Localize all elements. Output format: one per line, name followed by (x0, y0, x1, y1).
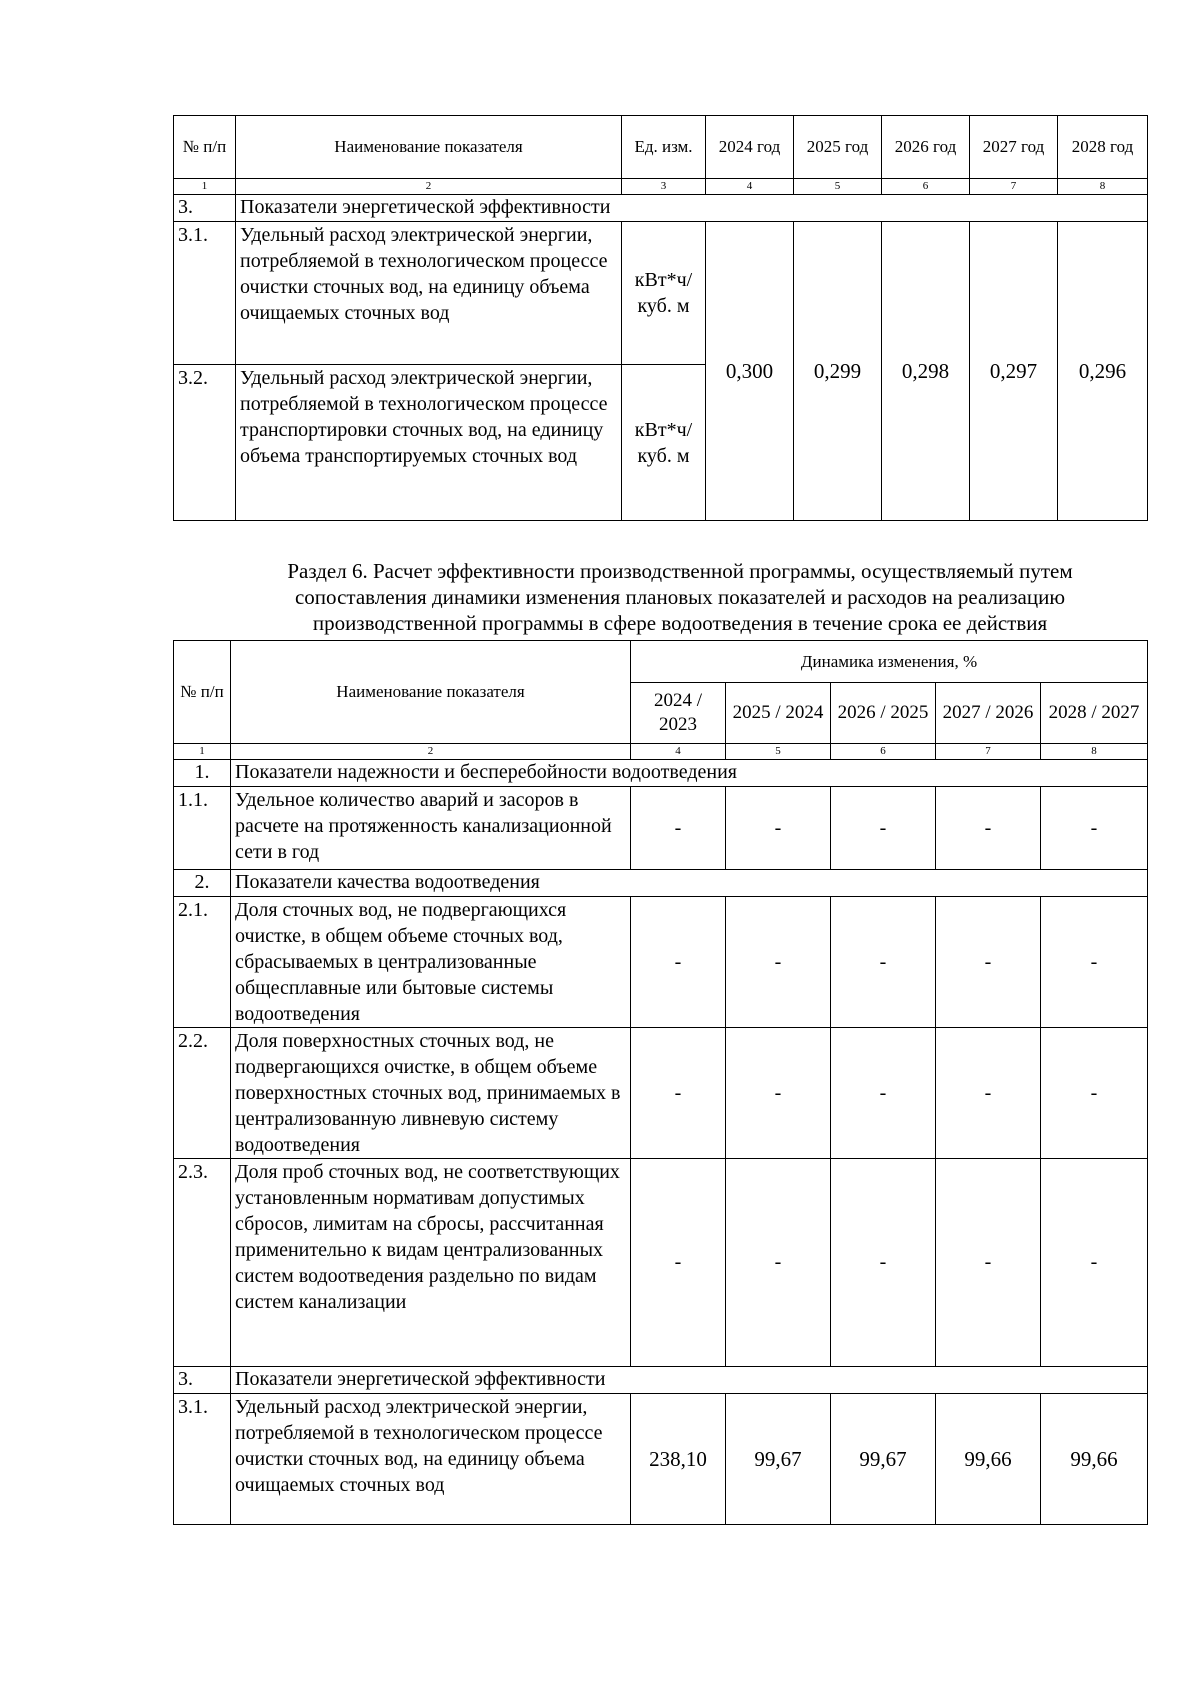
value-cell: 0,299 (794, 222, 882, 521)
value-cell: - (1041, 1028, 1148, 1159)
table-row (174, 1394, 1148, 1525)
section-num: 2. (174, 870, 231, 897)
column-number: 5 (726, 744, 831, 760)
value-cell: 238,10 (631, 1394, 726, 1525)
section-title: Показатели энергетической эффективности (231, 1367, 1148, 1394)
value-cell: - (936, 897, 1041, 1028)
title-line: производственной программы в сфере водоотведения в течение срока ее действия (312, 611, 1048, 635)
header-period: 2026 / 2025 (831, 683, 936, 744)
column-number: 4 (706, 179, 794, 195)
section-title: Показатели качества водоотведения (231, 870, 1148, 897)
value-cell: - (631, 787, 726, 870)
header-year: 2025 год (794, 116, 882, 179)
value-cell: - (936, 1159, 1041, 1367)
row-name: Удельный расход электрической энергии, потребляемой в технологическом процессе транспортировки сточных вод, на единицу объема транспортируемых сточных вод (236, 365, 622, 521)
row-unit: кВт*ч/ куб. м (622, 365, 706, 521)
value-cell: 0,300 (706, 222, 794, 521)
value-cell: - (631, 897, 726, 1028)
header-year: 2026 год (882, 116, 970, 179)
row-name: Удельный расход электрической энергии, потребляемой в технологическом процессе очистки сточных вод, на единицу объема очищаемых сточных вод (231, 1394, 631, 1525)
column-number: 4 (631, 744, 726, 760)
column-number-row (174, 179, 1148, 195)
section-title: Показатели надежности и бесперебойности водоотведения (231, 760, 1148, 787)
header-year: 2027 год (970, 116, 1058, 179)
header-period: 2028 / 2027 (1041, 683, 1148, 744)
value-cell: - (831, 1159, 936, 1367)
efficiency-dynamics-table (173, 640, 1148, 1525)
header-year: 2024 год (706, 116, 794, 179)
section-row (174, 870, 1148, 897)
value-cell: - (631, 1028, 726, 1159)
value-cell: - (936, 1028, 1041, 1159)
table-row (174, 1159, 1148, 1367)
column-number: 3 (622, 179, 706, 195)
column-number: 7 (936, 744, 1041, 760)
value-cell: 99,66 (936, 1394, 1041, 1525)
row-name: Удельный расход электрической энергии, потребляемой в технологическом процессе очистки сточных вод, на единицу объема очищаемых сточных вод (236, 222, 622, 365)
title-line: сопоставления динамики изменения плановых показателей и расходов на реализацию (294, 585, 1066, 609)
section-6-title (190, 558, 1170, 636)
value-cell: 99,67 (831, 1394, 936, 1525)
row-name: Удельное количество аварий и засоров в расчете на протяженность канализационной сети в год (231, 787, 631, 870)
column-number: 6 (831, 744, 936, 760)
column-number: 1 (174, 744, 231, 760)
value-cell: - (1041, 1159, 1148, 1367)
column-number: 6 (882, 179, 970, 195)
row-num: 3.2. (174, 365, 236, 521)
indicators-table (173, 115, 1148, 521)
value-cell: 0,296 (1058, 222, 1148, 521)
column-number: 8 (1058, 179, 1148, 195)
header-num: № п/п (174, 116, 236, 179)
value-cell: 0,297 (970, 222, 1058, 521)
row-name: Доля поверхностных сточных вод, не подвергающихся очистке, в общем объеме поверхностных сточных вод, принимаемых в централизованную ливневую систему водоотведения (231, 1028, 631, 1159)
value-cell: 99,66 (1041, 1394, 1148, 1525)
header-unit: Ед. изм. (622, 116, 706, 179)
value-cell: - (1041, 787, 1148, 870)
section-row (174, 760, 1148, 787)
row-num: 2.1. (174, 897, 231, 1028)
column-number: 5 (794, 179, 882, 195)
value-cell: - (831, 787, 936, 870)
header-period: 2025 / 2024 (726, 683, 831, 744)
column-number: 1 (174, 179, 236, 195)
row-num: 1.1. (174, 787, 231, 870)
value-cell: - (726, 1028, 831, 1159)
column-number: 2 (231, 744, 631, 760)
section-row (174, 1367, 1148, 1394)
row-name: Доля сточных вод, не подвергающихся очистке, в общем объеме сточных вод, сбрасываемых в централизованные общесплавные или бытовые системы водоотведения (231, 897, 631, 1028)
column-number: 7 (970, 179, 1058, 195)
value-cell: - (831, 897, 936, 1028)
value-cell: - (631, 1159, 726, 1367)
row-num: 3.1. (174, 1394, 231, 1525)
title-line: Раздел 6. Расчет эффективности производственной программы, осуществляемый путем (287, 559, 1073, 583)
value-cell: - (831, 1028, 936, 1159)
row-name: Доля проб сточных вод, не соответствующих установленным нормативам допустимых сбросов, лимитам на сбросы, рассчитанная применительно к видам централизованных систем водоотведения раздельно по видам систем канализации (231, 1159, 631, 1367)
value-cell: - (726, 1159, 831, 1367)
value-cell: - (726, 897, 831, 1028)
section-row (174, 195, 1148, 222)
value-cell: - (1041, 897, 1148, 1028)
header-num: № п/п (174, 641, 231, 744)
column-number-row (174, 744, 1148, 760)
header-year: 2028 год (1058, 116, 1148, 179)
value-cell: - (936, 787, 1041, 870)
header-name: Наименование показателя (236, 116, 622, 179)
value-cell: - (726, 787, 831, 870)
table-row (174, 897, 1148, 1028)
header-period: 2027 / 2026 (936, 683, 1041, 744)
section-num: 1. (174, 760, 231, 787)
table-row (174, 1028, 1148, 1159)
header-period: 2024 / 2023 (631, 683, 726, 744)
row-num: 2.2. (174, 1028, 231, 1159)
section-num: 3. (174, 195, 236, 222)
row-num: 3.1. (174, 222, 236, 365)
column-number: 8 (1041, 744, 1148, 760)
row-num: 2.3. (174, 1159, 231, 1367)
header-name: Наименование показателя (231, 641, 631, 744)
table-row (174, 222, 1148, 365)
section-title: Показатели энергетической эффективности (236, 195, 1148, 222)
column-number: 2 (236, 179, 622, 195)
header-dynamics: Динамика изменения, % (631, 641, 1148, 683)
section-num: 3. (174, 1367, 231, 1394)
table-row (174, 787, 1148, 870)
value-cell: 0,298 (882, 222, 970, 521)
row-unit: кВт*ч/ куб. м (622, 222, 706, 365)
value-cell: 99,67 (726, 1394, 831, 1525)
